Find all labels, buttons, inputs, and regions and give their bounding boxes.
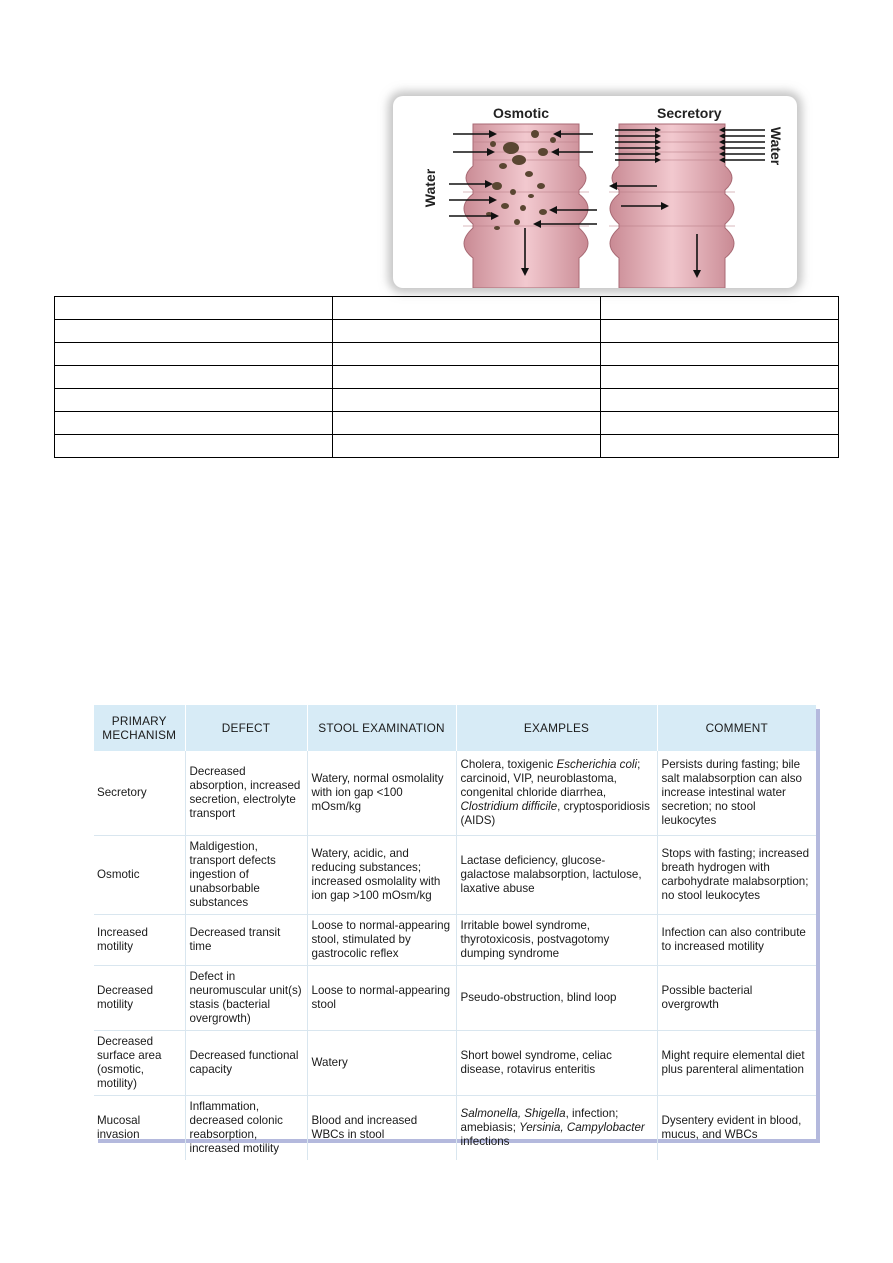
- header-defect: DEFECT: [185, 705, 307, 751]
- grid-cell: [55, 389, 333, 412]
- table-row: [55, 343, 839, 366]
- table-row: [55, 435, 839, 458]
- table-row: [94, 751, 816, 836]
- examples-text: , cryptosporidiosis (AIDS): [460, 800, 650, 827]
- header-examples: EXAMPLES: [456, 705, 657, 751]
- examples-cell: Short bowel syndrome, celiac disease, rotavirus enteritis: [456, 1031, 657, 1096]
- intestine-illustration: [393, 96, 797, 288]
- grid-cell: [601, 320, 839, 343]
- stool-cell: Loose to normal-appearing stool: [307, 966, 456, 1031]
- comment-cell: Stops with fasting; increased breath hydrogen with carbohydrate malabsorption; no stool leukocytes: [657, 836, 816, 915]
- table-row: [94, 836, 816, 915]
- table-row: [94, 1096, 816, 1161]
- table-row: [55, 412, 839, 435]
- mechanism-cell: Mucosal invasion: [94, 1096, 185, 1161]
- grid-cell: [55, 435, 333, 458]
- water-label-left: Water: [422, 168, 438, 208]
- table-row: [55, 389, 839, 412]
- grid-cell: [55, 297, 333, 320]
- table-row: [94, 1031, 816, 1096]
- defect-cell: Inflammation, decreased colonic reabsorption, increased motility: [185, 1096, 307, 1161]
- grid-cell: [55, 343, 333, 366]
- mechanism-cell: Increased motility: [94, 915, 185, 966]
- secretory-label: Secretory: [657, 105, 722, 121]
- table-row: [94, 966, 816, 1031]
- empty-grid-table: [54, 296, 839, 458]
- table-row: [55, 320, 839, 343]
- water-label-right: Water: [768, 126, 784, 166]
- header-stool: STOOL EXAMINATION: [307, 705, 456, 751]
- table-row: [55, 366, 839, 389]
- diarrhea-mechanisms-table-frame: [94, 705, 816, 1155]
- header-mechanism: PRIMARY MECHANISM: [94, 705, 185, 751]
- grid-cell: [332, 343, 601, 366]
- defect-cell: Maldigestion, transport defects ingestion of unabsorbable substances: [185, 836, 307, 915]
- examples-cell: [456, 751, 657, 836]
- grid-cell: [55, 412, 333, 435]
- osmotic-label: Osmotic: [493, 105, 550, 121]
- stool-cell: Loose to normal-appearing stool, stimulated by gastrocolic reflex: [307, 915, 456, 966]
- stool-cell: Watery, normal osmolality with ion gap <100 mOsm/kg: [307, 751, 456, 836]
- grid-cell: [332, 297, 601, 320]
- examples-cell: Lactase deficiency, glucose-galactose malabsorption, lactulose, laxative abuse: [456, 836, 657, 915]
- organism-name: Salmonella, Shigella: [460, 1107, 566, 1120]
- examples-text: Cholera, toxigenic: [460, 758, 557, 771]
- examples-cell: Irritable bowel syndrome, thyrotoxicosis, postvagotomy dumping syndrome: [456, 915, 657, 966]
- grid-cell: [601, 389, 839, 412]
- stool-cell: Watery, acidic, and reducing substances; increased osmolality with ion gap >100 mOsm/kg: [307, 836, 456, 915]
- grid-cell: [601, 343, 839, 366]
- grid-cell: [601, 297, 839, 320]
- organism-name: Escherichia coli: [556, 758, 638, 771]
- organism-name: Yersinia, Campylobacter: [519, 1121, 645, 1134]
- mechanism-cell: Decreased motility: [94, 966, 185, 1031]
- examples-cell: Pseudo-obstruction, blind loop: [456, 966, 657, 1031]
- stool-cell: Watery: [307, 1031, 456, 1096]
- table-row: [55, 297, 839, 320]
- diarrhea-mechanism-diagram: [393, 96, 797, 288]
- defect-cell: Defect in neuromuscular unit(s) stasis (bacterial overgrowth): [185, 966, 307, 1031]
- grid-cell: [332, 389, 601, 412]
- organism-name: Clostridium difficile: [460, 800, 558, 813]
- comment-cell: Dysentery evident in blood, mucus, and WBCs: [661, 1114, 802, 1141]
- table-header-row: [94, 705, 816, 751]
- grid-cell: [332, 412, 601, 435]
- comment-cell: Might require elemental diet plus parenteral alimentation: [657, 1031, 816, 1096]
- osmotic-tube: [464, 124, 588, 288]
- mechanism-cell: Decreased surface area (osmotic, motility): [94, 1031, 185, 1096]
- grid-cell: [332, 366, 601, 389]
- defect-cell: Decreased functional capacity: [185, 1031, 307, 1096]
- defect-cell: Decreased absorption, increased secretion, electrolyte transport: [185, 751, 307, 836]
- comment-cell: Persists during fasting; bile salt malabsorption can also increase intestinal water secretion; no stool leukocytes: [657, 751, 816, 836]
- grid-cell: [332, 320, 601, 343]
- grid-cell: [55, 320, 333, 343]
- table-row: [94, 915, 816, 966]
- examples-text: ; carcinoid, VIP, neuroblastoma, congenital chloride diarrhea,: [460, 758, 641, 799]
- comment-cell: Infection can also contribute to increased motility: [657, 915, 816, 966]
- grid-cell: [601, 412, 839, 435]
- mechanism-cell: Osmotic: [94, 836, 185, 915]
- stool-cell: Blood and increased WBCs in stool: [307, 1096, 456, 1161]
- comment-cell: Possible bacterial overgrowth: [657, 966, 816, 1031]
- header-comment: COMMENT: [657, 705, 816, 751]
- grid-cell: [601, 366, 839, 389]
- grid-cell: [55, 366, 333, 389]
- examples-cell: [456, 1096, 657, 1161]
- examples-text: , infection; amebiasis;: [460, 1107, 619, 1134]
- grid-cell: [332, 435, 601, 458]
- examples-text: infections: [460, 1135, 510, 1148]
- grid-cell: [601, 435, 839, 458]
- mechanism-cell: Secretory: [94, 751, 185, 836]
- defect-cell: Decreased transit time: [185, 915, 307, 966]
- diarrhea-mechanisms-table: [94, 705, 816, 1160]
